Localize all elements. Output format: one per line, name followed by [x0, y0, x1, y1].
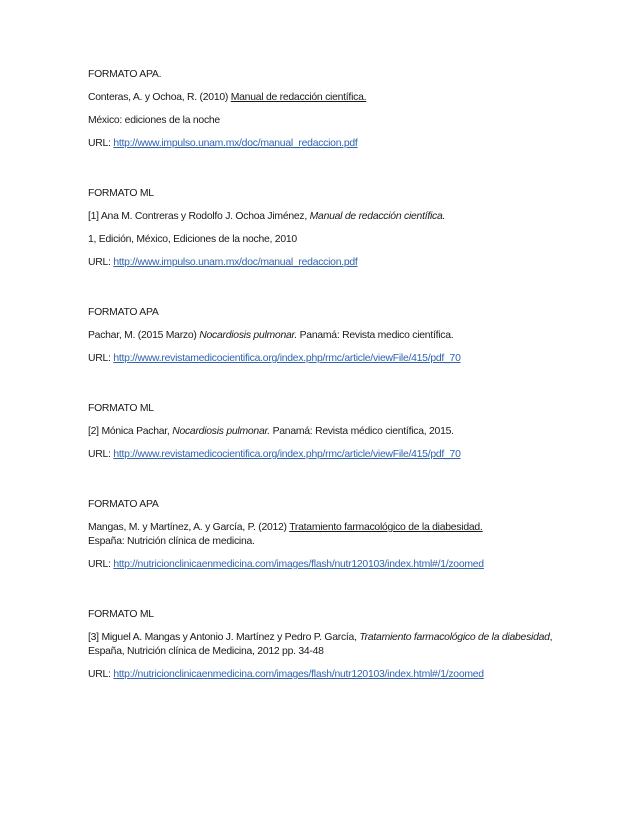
citation-title: Tratamiento farmacológico de la diabesidad.	[289, 522, 483, 533]
reference-block-6	[88, 608, 598, 682]
reference-link[interactable]: http://nutricionclinicaenmedicina.com/images/flash/nutr120103/index.html#/1/zoomed	[113, 559, 484, 570]
url-label: URL:	[88, 449, 114, 460]
citation-authors: [2] Mónica Pachar,	[88, 426, 173, 437]
citation-line	[88, 91, 598, 105]
citation-title: Tratamiento farmacológico de la diabesidad	[359, 632, 550, 643]
url-line	[88, 352, 598, 366]
format-heading: FORMATO APA.	[88, 69, 162, 80]
citation-publisher: Panamá: Revista medico científica.	[296, 330, 454, 341]
citation-publisher: 1, Edición, México, Ediciones de la noche, 2010	[88, 234, 297, 245]
url-line	[88, 668, 598, 682]
reference-link[interactable]: http://www.revistamedicocientifica.org/index.php/rmc/article/viewFile/415/pdf_70	[113, 353, 461, 364]
reference-block-4	[88, 402, 598, 462]
url-line	[88, 558, 598, 572]
citation-publisher: , España, Nutrición clínica de Medicina, 2012 pp. 34-48	[88, 632, 553, 657]
citation-line	[88, 631, 558, 659]
citation-line	[88, 210, 598, 224]
citation-line	[88, 521, 598, 535]
url-label: URL:	[88, 257, 114, 268]
reference-link[interactable]: http://www.revistamedicocientifica.org/index.php/rmc/article/viewFile/415/pdf_70	[113, 449, 461, 460]
citation-authors: [3] Miguel A. Mangas y Antonio J. Martínez y Pedro P. García,	[88, 632, 360, 643]
format-heading: FORMATO ML	[88, 188, 154, 199]
citation-authors: Pachar, M. (2015 Marzo)	[88, 330, 200, 341]
reference-block-3	[88, 306, 598, 366]
format-heading: FORMATO ML	[88, 609, 154, 620]
citation-title: Nocardiosis pulmonar.	[172, 426, 270, 437]
citation-line	[88, 329, 598, 343]
format-heading: FORMATO APA	[88, 307, 159, 318]
citation-title: Manual de redacción científica.	[309, 211, 446, 222]
citation-authors: Conteras, A. y Ochoa, R. (2010)	[88, 92, 231, 103]
format-heading: FORMATO ML	[88, 403, 154, 414]
url-label: URL:	[88, 669, 114, 680]
reference-block-5	[88, 498, 598, 572]
url-label: URL:	[88, 559, 114, 570]
citation-title: Manual de redacción científica.	[230, 92, 367, 103]
url-line	[88, 256, 598, 270]
reference-link[interactable]: http://nutricionclinicaenmedicina.com/images/flash/nutr120103/index.html#/1/zoomed	[113, 669, 484, 680]
url-label: URL:	[88, 353, 114, 364]
url-line	[88, 137, 598, 151]
reference-link[interactable]: http://www.impulso.unam.mx/doc/manual_redaccion.pdf	[113, 257, 358, 268]
url-label: URL:	[88, 138, 114, 149]
citation-line	[88, 425, 598, 439]
citation-authors: [1] Ana M. Contreras y Rodolfo J. Ochoa Jiménez,	[88, 211, 310, 222]
citation-publisher: Panamá: Revista médico científica, 2015.	[269, 426, 454, 437]
url-line	[88, 448, 598, 462]
reference-link[interactable]: http://www.impulso.unam.mx/doc/manual_redaccion.pdf	[113, 138, 358, 149]
reference-block-1	[88, 68, 598, 151]
citation-publisher: México: ediciones de la noche	[88, 115, 220, 126]
citation-publisher: España: Nutrición clínica de medicina.	[88, 536, 255, 547]
reference-block-2	[88, 187, 598, 270]
citation-title: Nocardiosis pulmonar.	[199, 330, 297, 341]
format-heading: FORMATO APA	[88, 499, 159, 510]
citation-authors: Mangas, M. y Martínez, A. y García, P. (2012)	[88, 522, 290, 533]
